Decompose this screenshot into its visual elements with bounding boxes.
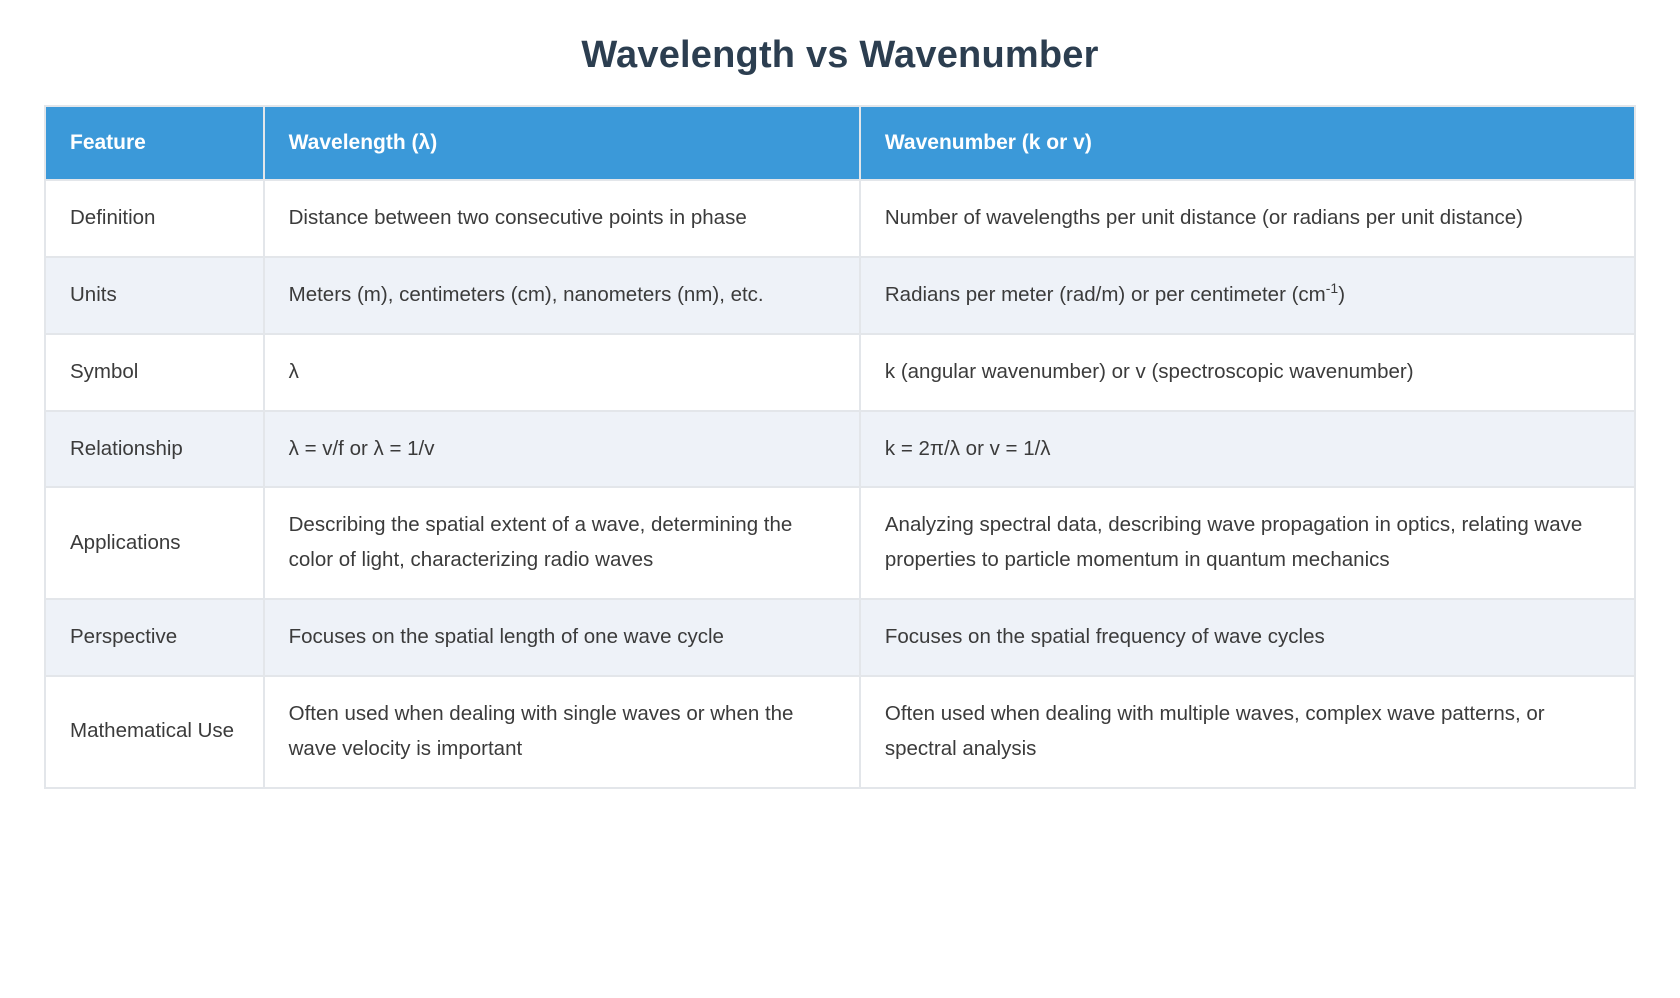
wavelength-cell: λ = v/f or λ = 1/v [264, 411, 860, 488]
feature-cell: Symbol [45, 334, 264, 411]
wavenumber-text-pre: Radians per meter (rad/m) or per centimeter (cm [884, 282, 1326, 306]
header-cell-wavenumber: Wavenumber (k or v) [860, 106, 1635, 180]
wavelength-cell: Distance between two consecutive points in phase [264, 180, 860, 257]
feature-cell: Relationship [45, 411, 264, 488]
table-row-symbol [45, 334, 1635, 411]
wavelength-cell: Often used when dealing with single waves or when the wave velocity is important [264, 676, 860, 788]
table-row-applications [45, 487, 1635, 599]
wavenumber-cell [860, 257, 1635, 334]
comparison-table [44, 105, 1636, 789]
table-row-units [45, 257, 1635, 334]
header-cell-wavelength: Wavelength (λ) [264, 106, 860, 180]
wavelength-cell: λ [264, 334, 860, 411]
header-row [45, 106, 1635, 180]
wavelength-cell: Meters (m), centimeters (cm), nanometers (nm), etc. [264, 257, 860, 334]
table-row-mathematical-use [45, 676, 1635, 788]
feature-cell: Units [45, 257, 264, 334]
header-cell-feature: Feature [45, 106, 264, 180]
wavelength-cell: Describing the spatial extent of a wave, determining the color of light, characterizing radio waves [264, 487, 860, 599]
wavenumber-cell: k (angular wavenumber) or v (spectroscopic wavenumber) [860, 334, 1635, 411]
feature-cell: Perspective [45, 599, 264, 676]
wavenumber-cell: Number of wavelengths per unit distance (or radians per unit distance) [860, 180, 1635, 257]
superscript: -1 [1325, 280, 1339, 297]
wavenumber-text-post: ) [1338, 282, 1346, 306]
wavenumber-cell: k = 2π/λ or v = 1/λ [860, 411, 1635, 488]
wavenumber-cell: Focuses on the spatial frequency of wave cycles [860, 599, 1635, 676]
feature-cell: Definition [45, 180, 264, 257]
page-title: Wavelength vs Wavenumber [581, 34, 1099, 76]
table-row-definition [45, 180, 1635, 257]
wavelength-cell: Focuses on the spatial length of one wave cycle [264, 599, 860, 676]
feature-cell: Mathematical Use [45, 676, 264, 788]
wavenumber-cell: Analyzing spectral data, describing wave propagation in optics, relating wave properties to particle momentum in quantum mechanics [860, 487, 1635, 599]
wavenumber-cell: Often used when dealing with multiple waves, complex wave patterns, or spectral analysis [860, 676, 1635, 788]
table-row-perspective [45, 599, 1635, 676]
feature-cell: Applications [45, 487, 264, 599]
table-row-relationship [45, 411, 1635, 488]
